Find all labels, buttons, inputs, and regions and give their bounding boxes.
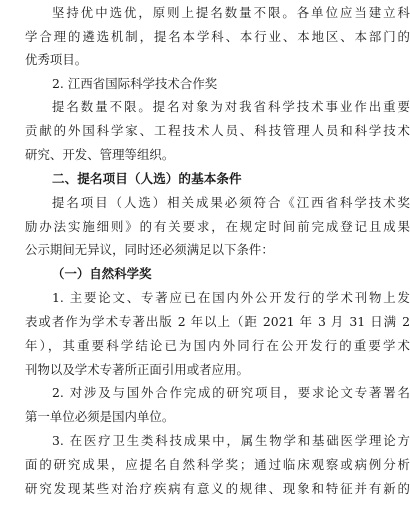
section-heading: 2. 江西省国际科学技术合作奖 (52, 76, 218, 91)
paragraph-line: 年），其重要科学结论已为国内外同行在公开发行的重要学术 (25, 338, 410, 353)
paragraph-line: 贡献的外国科学家、工程技术人员、科技管理人员和科学技术 (25, 123, 410, 138)
paragraph-line: 提名数量不限。提名对象为对我省科学技术事业作出重要 (52, 99, 410, 114)
paragraph-line: 公示期间无异议，同时还必须满足以下条件： (25, 242, 274, 257)
paragraph-line: 研究、开发、管理等组织。 (25, 147, 175, 162)
paragraph-line: 学合理的遴选机制，提名本学科、本行业、本地区、本部门的 (25, 29, 410, 44)
paragraph-line: 1. 主要论文、专著应已在国内外公开发行的学术刊物上发 (52, 290, 410, 305)
paragraph-line: 2. 对涉及与国外合作完成的研究项目，要求论文专著署名 (52, 385, 410, 400)
paragraph-line: 面的研究成果，应提名自然科学奖；通过临床观察或病例分析 (25, 457, 410, 472)
paragraph-line: 刊物以及学术专著所正面引用或者应用。 (25, 362, 249, 377)
paragraph-line: 表或者作为学术专著出版 2 年以上（距 2021 年 3 月 31 日满 2 (25, 314, 410, 329)
subsection-heading: （一）自然科学奖 (52, 266, 152, 281)
paragraph-line: 提名项目（人选）相关成果必须符合《江西省科学技术奖 (52, 195, 410, 210)
paragraph-line: 研究发现某些对治疗疾病有意义的规律、现象和特征并有新的 (25, 481, 410, 496)
paragraph-line: 励办法实施细则》的有关要求，在规定时间前完成登记且成果 (25, 219, 410, 234)
paragraph-line: 优秀项目。 (25, 52, 88, 67)
paragraph-line: 坚持优中选优，原则上提名数量不限。各单位应当建立科 (52, 5, 410, 20)
paragraph-line: 第一单位必须是国内单位。 (25, 409, 175, 424)
section-heading: 二、提名项目（人选）的基本条件 (52, 171, 242, 186)
paragraph-line: 3. 在医疗卫生类科技成果中，属生物学和基础医学理论方 (52, 433, 410, 448)
